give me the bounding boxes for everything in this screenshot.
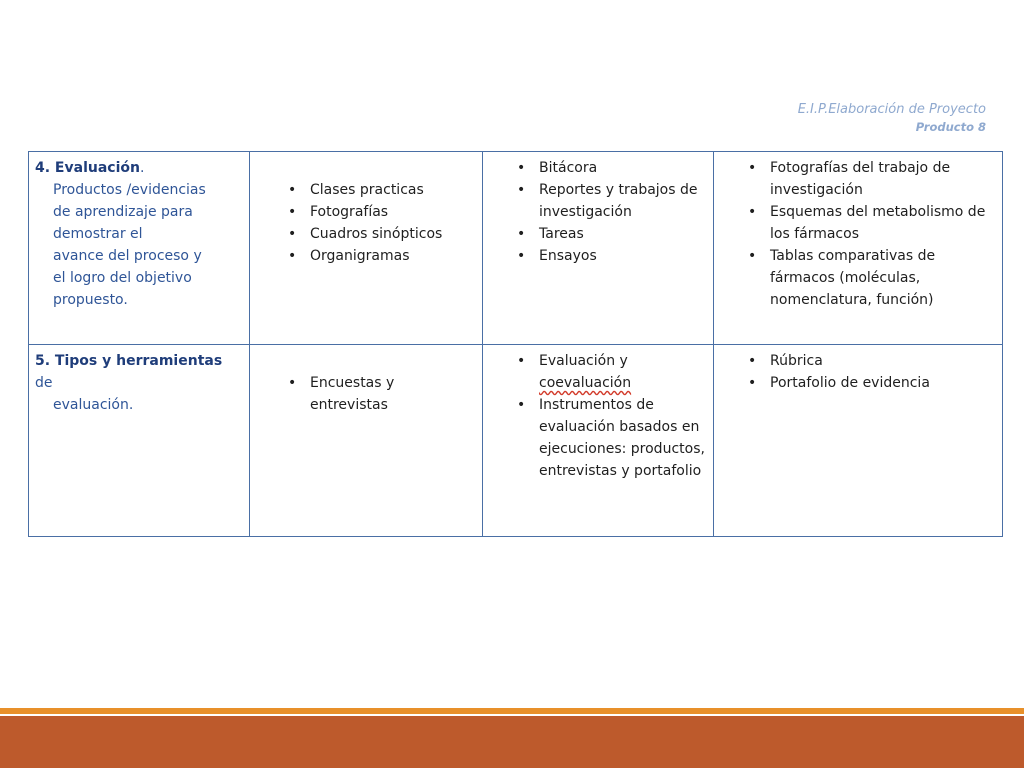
list-item: • Organigramas — [284, 245, 476, 267]
list-item-text: Evaluación y — [539, 353, 628, 369]
row-heading-description — [35, 394, 243, 416]
outcomes-cell — [714, 152, 1003, 345]
document-subtitle: Producto 8 — [915, 120, 986, 134]
list-item: • Tablas comparativas de fármacos (moléculas, nomenclatura, función) — [744, 245, 996, 311]
list-item: • Bitácora — [513, 157, 707, 179]
evidence-cell — [483, 152, 714, 345]
list-item — [513, 350, 707, 394]
description-line: avance del proceso y — [53, 248, 202, 264]
description-line: evaluación. — [53, 397, 134, 413]
row-heading-suffix: . — [139, 160, 145, 176]
bullet-list — [720, 157, 996, 311]
evidence-cell — [483, 345, 714, 537]
row-heading — [35, 350, 243, 394]
list-item: • Clases practicas — [284, 179, 476, 201]
row-heading-cell — [29, 152, 250, 345]
row-heading-bold: 5. Tipos y herramientas — [35, 353, 223, 369]
evaluation-table — [28, 151, 1003, 537]
footer-bar — [0, 716, 1024, 768]
description-line: Productos /evidencias — [53, 182, 206, 198]
products-cell — [250, 152, 483, 345]
description-line: demostrar el — [53, 226, 143, 242]
row-heading-cell — [29, 345, 250, 537]
list-item: • Esquemas del metabolismo de los fármacos — [744, 201, 996, 245]
list-item-text-misspelled: coevaluación — [539, 375, 632, 391]
bullet-list — [489, 350, 707, 482]
row-heading — [35, 157, 243, 179]
list-item: • Cuadros sinópticos — [284, 223, 476, 245]
document-title: E.I.P.Elaboración de Proyecto — [797, 102, 986, 117]
list-item: • Rúbrica — [744, 350, 996, 372]
row-heading-suffix: de — [35, 375, 53, 391]
bullet-list — [256, 179, 476, 267]
bullet-list — [256, 372, 476, 416]
list-item: • Ensayos — [513, 245, 707, 267]
list-item: • Instrumentos de evaluación basados en ejecuciones: productos, entrevistas y portafolio — [513, 394, 707, 482]
list-item: • Portafolio de evidencia — [744, 372, 996, 394]
bullet-list — [720, 350, 996, 394]
list-item: • Fotografías del trabajo de investigación — [744, 157, 996, 201]
row-heading-description — [35, 179, 243, 311]
description-line: propuesto. — [53, 292, 128, 308]
products-cell — [250, 345, 483, 537]
outcomes-cell — [714, 345, 1003, 537]
document-header — [798, 101, 986, 136]
list-item: • Fotografías — [284, 201, 476, 223]
footer-accent-line — [0, 708, 1024, 714]
table-row — [29, 345, 1003, 537]
table-row — [29, 152, 1003, 345]
row-heading-bold: 4. Evaluación — [35, 160, 140, 176]
description-line: de aprendizaje para — [53, 204, 193, 220]
bullet-list — [489, 157, 707, 267]
description-line: el logro del objetivo — [53, 270, 192, 286]
list-item: • Tareas — [513, 223, 707, 245]
list-item: • Reportes y trabajos de investigación — [513, 179, 707, 223]
list-item: • Encuestas y entrevistas — [284, 372, 476, 416]
